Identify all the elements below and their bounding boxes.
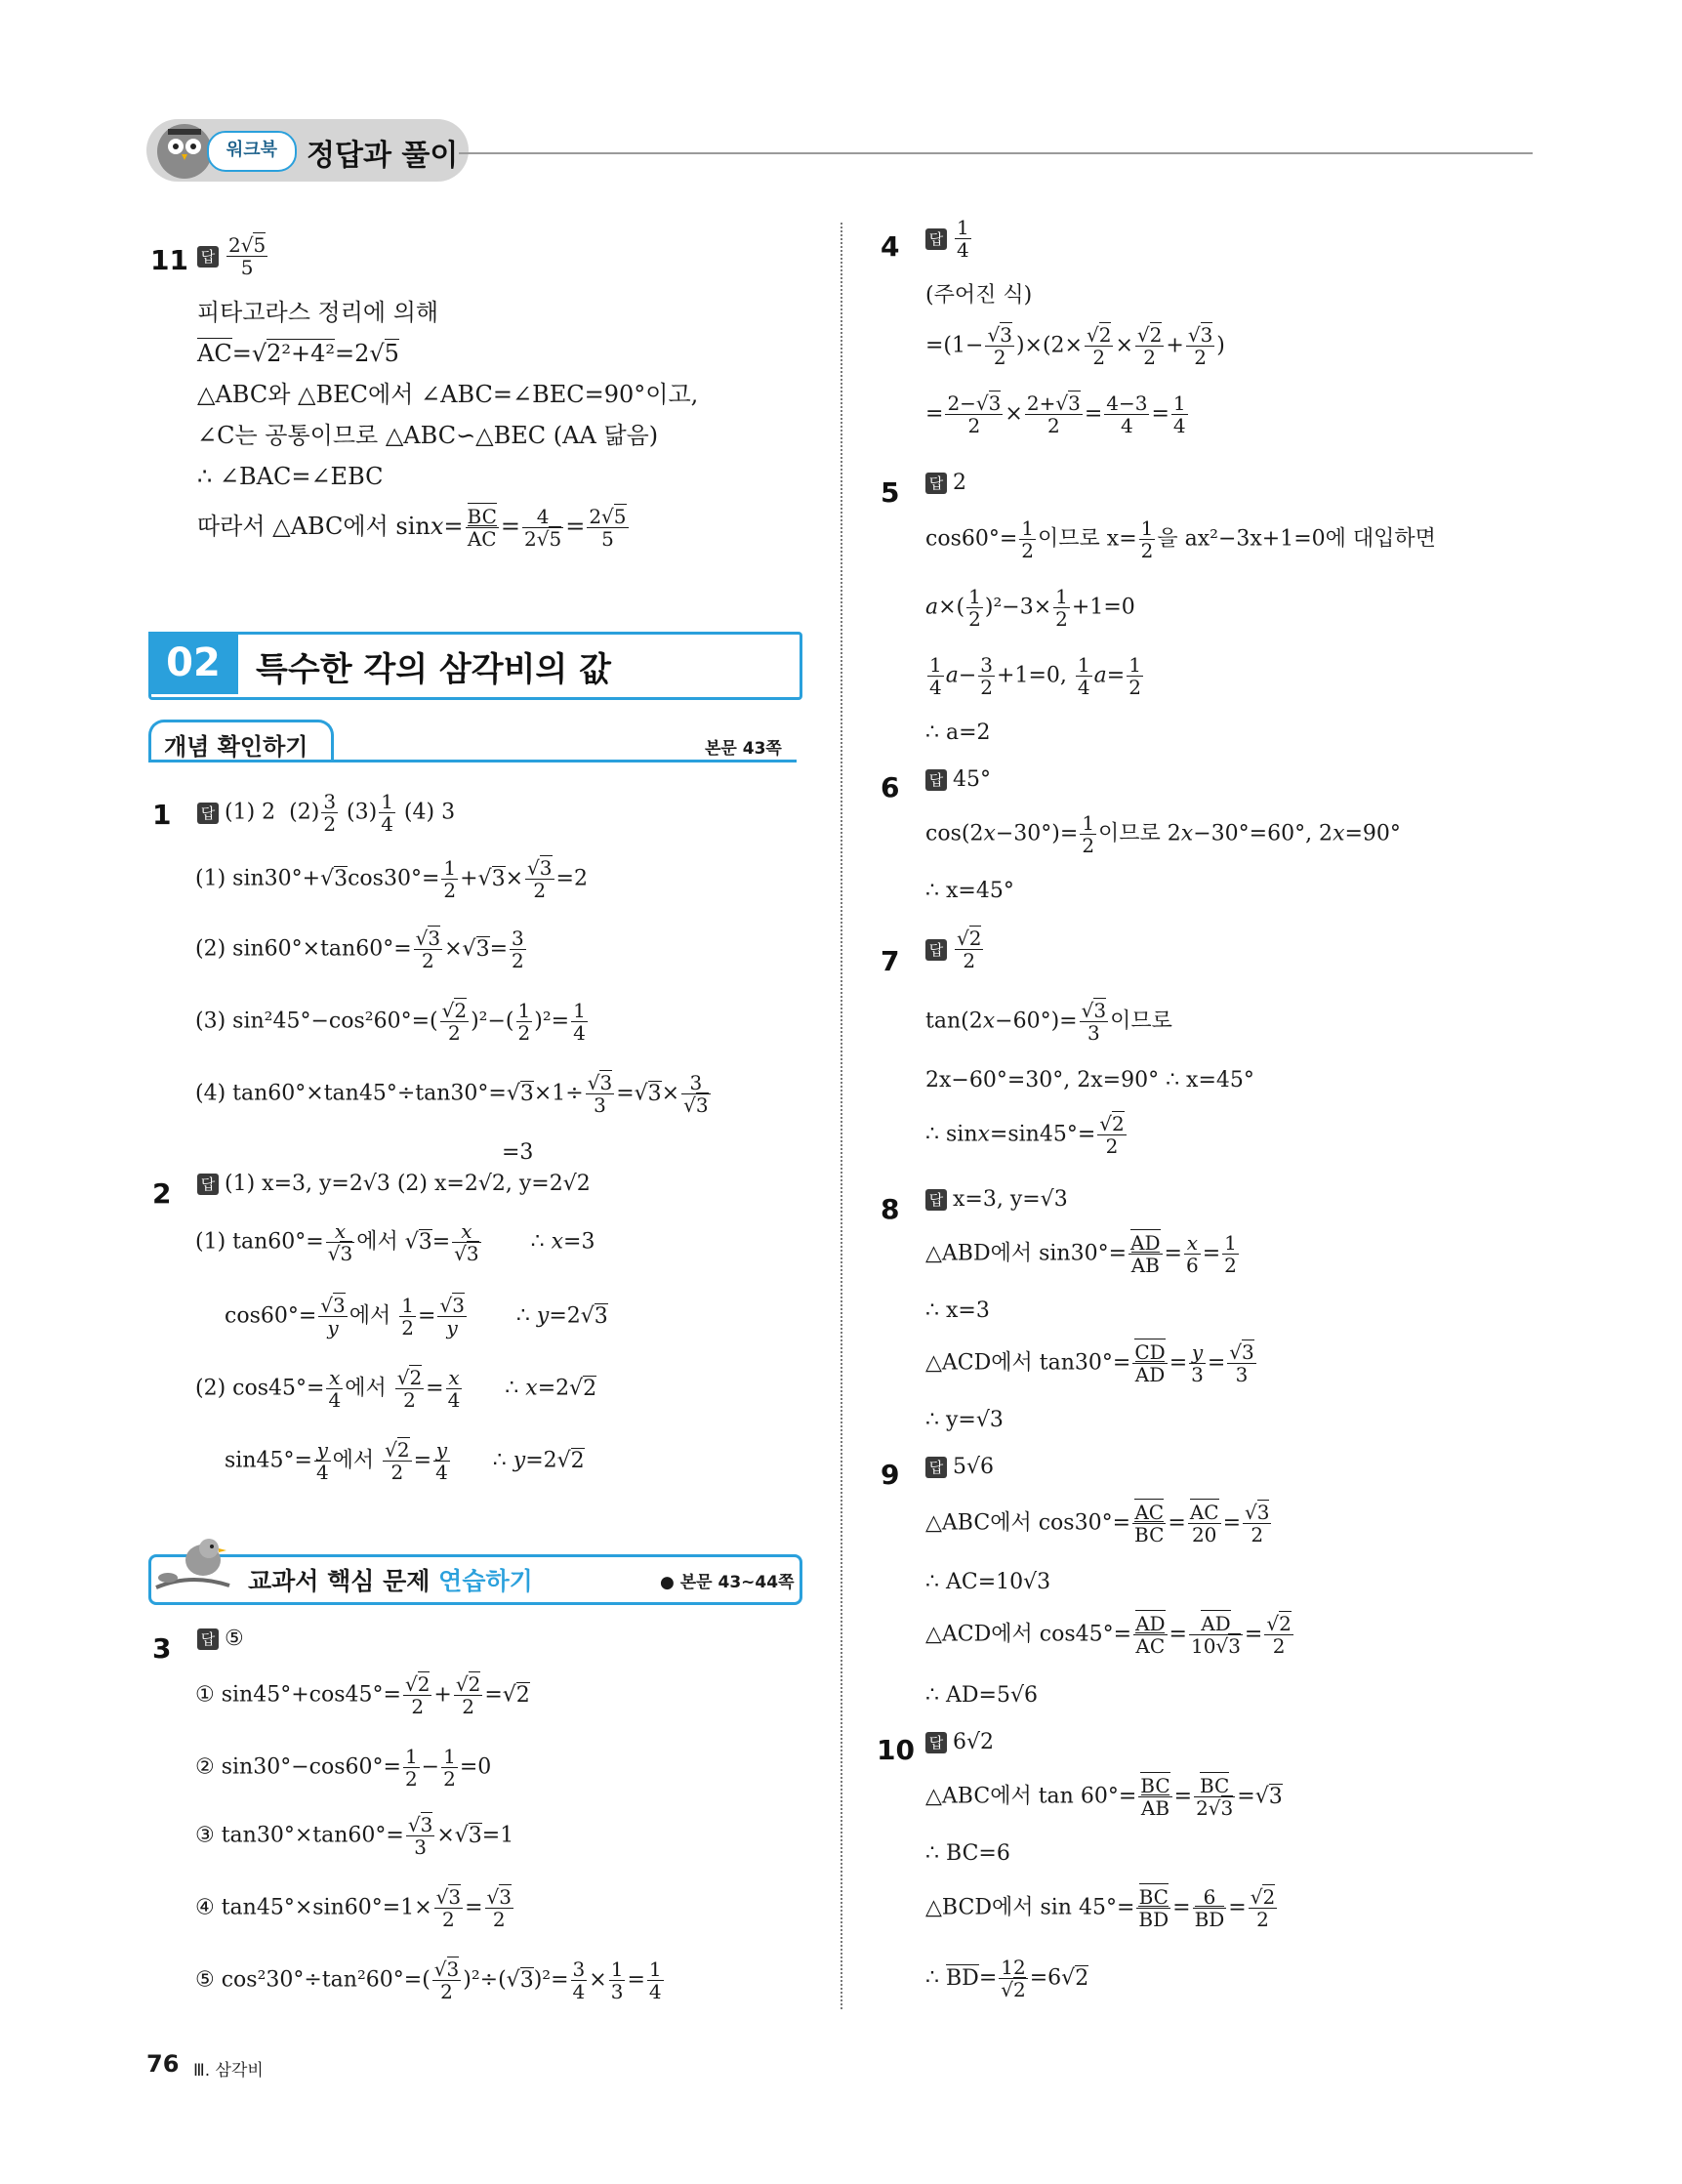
math-line: ∴ x=45° <box>925 879 1014 903</box>
problem-number: 2 <box>152 1177 172 1210</box>
math-line: ∴ y=√3 <box>925 1408 1004 1432</box>
math-line: ∴ BD= $\frac{12}{√2}$ =6√2 <box>925 1956 1089 2001</box>
math-line: △ABC에서 cos30°= $\frac{AC}{BC}$ = $\frac{AC}{20}$ = $\frac{√3}{2}$ <box>925 1501 1270 1546</box>
problem-number: 6 <box>881 771 900 804</box>
answer-line: 답 (1) 2 (2) $\frac{3}{2}$ (3) $\frac{1}{4}$ (4) 3 <box>197 791 455 835</box>
answer-line: 답 45° <box>925 767 991 793</box>
text-line: ∴ ∠BAC=∠EBC <box>197 463 384 490</box>
math-line: △ACD에서 cos45°= $\frac{AD}{AC}$ = $\frac{AD}{10√3}$ = $\frac{√2}{2}$ <box>925 1612 1292 1658</box>
concept-title: 개념 확인하기 <box>164 733 308 761</box>
problem-number: 3 <box>152 1632 172 1665</box>
math-line: cos(2x−30°)= $\frac{1}{2}$ 이므로 2x−30°=60°, 2x=90° <box>925 811 1401 857</box>
math-line: =3 <box>502 1140 534 1165</box>
math-line: a×( $\frac{1}{2}$ )²−3× $\frac{1}{2}$ +1=0 <box>925 585 1135 631</box>
math-line: △ABD에서 sin30°= $\frac{AD}{AB}$ = $\frac{x}{6}$ = $\frac{1}{2}$ <box>925 1231 1237 1277</box>
math-line: cos60°= $\frac{√3}{y}$ 에서 $\frac{1}{2}$ = $\frac{√3}{y}$ ∴ y=2√3 <box>225 1294 608 1339</box>
math-line: ∴ a=2 <box>925 721 991 745</box>
math-line: (1) tan60°= $\frac{x}{√3}$ 에서 √3= $\frac{x}{√3}$ ∴ x=3 <box>195 1219 595 1265</box>
answer-line: 답 ⑤ <box>197 1627 244 1652</box>
problem-number: 1 <box>152 799 172 831</box>
math-line: ∴ BC=6 <box>925 1841 1010 1866</box>
page-title: 정답과 풀이 <box>307 139 459 173</box>
problem-number: 5 <box>881 476 900 509</box>
math-line: ④ tan45°×sin60°=1× $\frac{√3}{2}$ = $\frac{√3}{2}$ <box>195 1885 513 1931</box>
math-line: ② sin30°−cos60°= $\frac{1}{2}$ − $\frac{1}{2}$ =0 <box>195 1745 492 1791</box>
answer-line: 답 6√2 <box>925 1730 994 1755</box>
text-line: ∠C는 공통이므로 △ABC∽△BEC (AA 닮음) <box>197 422 659 449</box>
math-line: 따라서 △ABC에서 sinx= $\frac{BC}{AC}$ = $\frac{4}{2√5}$ = $\frac{2√5}{5}$ <box>197 505 627 551</box>
text-line: (주어진 식) <box>925 283 1033 308</box>
math-line: ① sin45°+cos45°= $\frac{√2}{2}$ + $\frac{√2}{2}$ =√2 <box>195 1672 530 1718</box>
math-line: (2) cos45°= $\frac{x}{4}$ 에서 $\frac{√2}{2}$ = $\frac{x}{4}$ ∴ x=2√2 <box>195 1366 597 1412</box>
math-line: (3) sin²45°−cos²60°=( $\frac{√2}{2}$ )²−( $\frac{1}{2}$ )²= $\frac{1}{4}$ <box>195 999 586 1045</box>
math-line: ⑤ cos²30°÷tan²60°=( $\frac{√3}{2}$ )²÷(√3)²= $\frac{3}{4}$ × $\frac{1}{3}$ = $\frac{1}{4}$ <box>195 1957 662 2003</box>
owl-mascot-icon <box>154 121 215 182</box>
math-line: ∴ x=3 <box>925 1298 990 1323</box>
math-line: (1) sin30°+√3cos30°= $\frac{1}{2}$ +√3× $\frac{√3}{2}$ =2 <box>195 856 588 902</box>
header-rule <box>459 152 1533 154</box>
problem-number: 7 <box>881 945 900 977</box>
column-divider <box>841 223 842 2009</box>
math-line: △ABC에서 tan 60°= $\frac{BC}{AB}$ = $\frac{BC}{2√3}$ =√3 <box>925 1774 1283 1820</box>
problem-number: 4 <box>881 230 900 263</box>
math-line: ∴ sinx=sin45°= $\frac{√2}{2}$ <box>925 1112 1125 1158</box>
problem-number: 9 <box>881 1459 900 1491</box>
chapter-label: Ⅲ. 삼각비 <box>193 2061 264 2081</box>
math-line: △BCD에서 sin 45°= $\frac{BC}{BD}$ = $\frac{6}{BD}$ = $\frac{√2}{2}$ <box>925 1885 1276 1931</box>
answer-line: 답 2 <box>925 471 966 496</box>
math-line: AC=√2²+4²=2√5 <box>197 340 399 367</box>
answer-line: 답 $\frac{2√5}{5}$ <box>197 234 269 278</box>
answer-line: 답 $\frac{√2}{2}$ <box>925 927 985 971</box>
problem-number: 11 <box>150 244 188 276</box>
text-line: 피타고라스 정리에 의해 <box>197 299 439 326</box>
problem-number: 8 <box>881 1193 900 1225</box>
textbook-title: 교과서 핵심 문제 연습하기 <box>248 1567 533 1595</box>
math-line: tan(2x−60°)= $\frac{√3}{3}$ 이므로 <box>925 999 1172 1045</box>
math-line: △ACD에서 tan30°= $\frac{CD}{AD}$ = $\frac{y}{3}$ = $\frac{√3}{3}$ <box>925 1340 1254 1386</box>
bird-mascot-icon <box>146 1519 234 1607</box>
math-line: ∴ AC=10√3 <box>925 1570 1051 1594</box>
math-line: $\frac{1}{4}$ a− $\frac{3}{2}$ +1=0, $\frac{1}{4}$ a= $\frac{1}{2}$ <box>929 653 1141 699</box>
answer-line: 답 5√6 <box>925 1455 994 1480</box>
math-line: ∴ AD=5√6 <box>925 1683 1038 1708</box>
page-number: 76 <box>146 2050 180 2078</box>
text-line: △ABC와 △BEC에서 ∠ABC=∠BEC=90°이고, <box>197 381 699 408</box>
math-line: = $\frac{2-√3}{2}$ × $\frac{2+√3}{2}$ = $\frac{4-3}{4}$ = $\frac{1}{4}$ <box>925 391 1186 437</box>
textbook-ref: ● 본문 43~44쪽 <box>660 1573 795 1592</box>
math-line: ③ tan30°×tan60°= $\frac{√3}{3}$ ×√3=1 <box>195 1813 514 1859</box>
math-line: 2x−60°=30°, 2x=90° ∴ x=45° <box>925 1068 1254 1092</box>
concept-ref: 본문 43쪽 <box>705 739 782 759</box>
section-title: 특수한 각의 삼각비의 값 <box>256 650 611 689</box>
answer-line: 답 (1) x=3, y=2√3 (2) x=2√2, y=2√2 <box>197 1172 591 1197</box>
answer-line: 답 $\frac{1}{4}$ <box>925 217 973 261</box>
math-line: (4) tan60°×tan45°÷tan30°=√3×1÷ $\frac{√3}{3}$ =√3× $\frac{3}{√3}$ <box>195 1071 709 1117</box>
math-line: cos60°= $\frac{1}{2}$ 이므로 x= $\frac{1}{2}$ 을 ax²−3x+1=0에 대입하면 <box>925 516 1436 562</box>
math-line: (2) sin60°×tan60°= $\frac{√3}{2}$ ×√3= $\frac{3}{2}$ <box>195 927 524 972</box>
section-number: 02 <box>148 632 238 694</box>
math-line: =(1− $\frac{√3}{2}$ )×(2× $\frac{√2}{2}$ × $\frac{√2}{2}$ + $\frac{√3}{2}$ ) <box>925 323 1225 369</box>
answer-line: 답 x=3, y=√3 <box>925 1187 1068 1213</box>
problem-number: 10 <box>877 1734 915 1766</box>
workbook-tag: 워크북 <box>207 131 297 172</box>
math-line: sin45°= $\frac{y}{4}$ 에서 $\frac{√2}{2}$ = $\frac{y}{4}$ ∴ y=2√2 <box>225 1438 585 1484</box>
